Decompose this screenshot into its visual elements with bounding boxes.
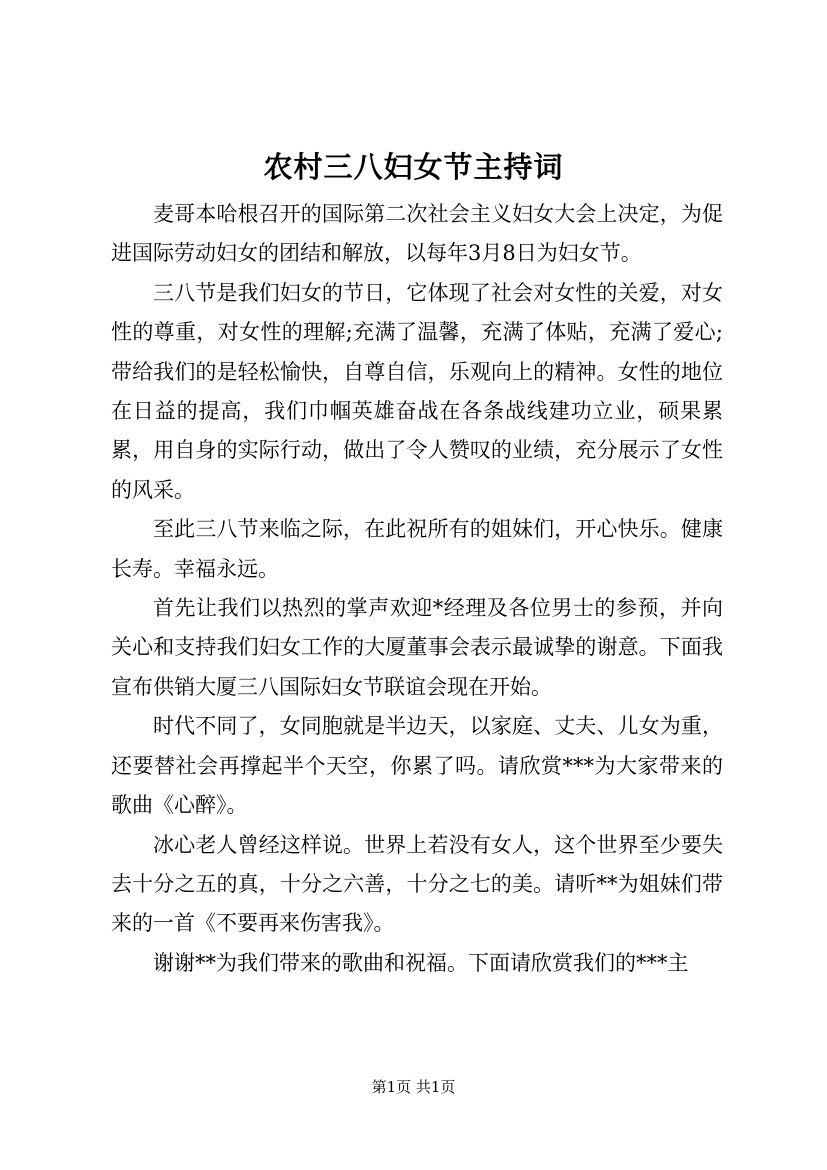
paragraph-1: 麦哥本哈根召开的国际第二次社会主义妇女大会上决定，为促进国际劳动妇女的团结和解放，以每年3月8日为妇女节。 [111,202,723,266]
paragraph-7: 谢谢**为我们带来的歌曲和祝福。下面请欣赏我们的***主 [153,950,689,975]
paragraph-4: 首先让我们以热烈的掌声欢迎*经理及各位男士的参预，并向关心和支持我们妇女工作的大厦董事会表示最诚挚的谢意。下面我宣布供销大厦三八国际妇女节联谊会现在开始。 [111,596,723,699]
document-body [111,195,723,983]
paragraph-3: 至此三八节来临之际，在此祝所有的姐妹们，开心快乐。健康长寿。幸福永远。 [111,517,723,581]
page-number-footer: 第1页 共1页 [371,1078,456,1096]
paragraph-2: 三八节是我们妇女的节日，它体现了社会对女性的关爱，对女性的尊重，对女性的理解;充满了温馨，充满了体贴，充满了爱心;带给我们的是轻松愉快，自尊自信，乐观向上的精神。女性的地位在日益的提高，我们巾帼英雄奋战在各条战线建功立业，硕果累累，用自身的实际行动，做出了令人赞叹的业绩，充分展示了女性的风采。 [111,280,723,502]
document-title: 农村三八妇女节主持词 [263,150,564,184]
paragraph-6: 冰心老人曾经这样说。世界上若没有女人，这个世界至少要失去十分之五的真，十分之六善，十分之七的美。请听**为姐妹们带来的一首《不要再来伤害我》。 [111,832,723,936]
paragraph-5: 时代不同了，女同胞就是半边天，以家庭、丈夫、儿女为重，还要替社会再撑起半个天空，你累了吗。请欣赏***为大家带来的歌曲《心醉》。 [111,714,723,818]
